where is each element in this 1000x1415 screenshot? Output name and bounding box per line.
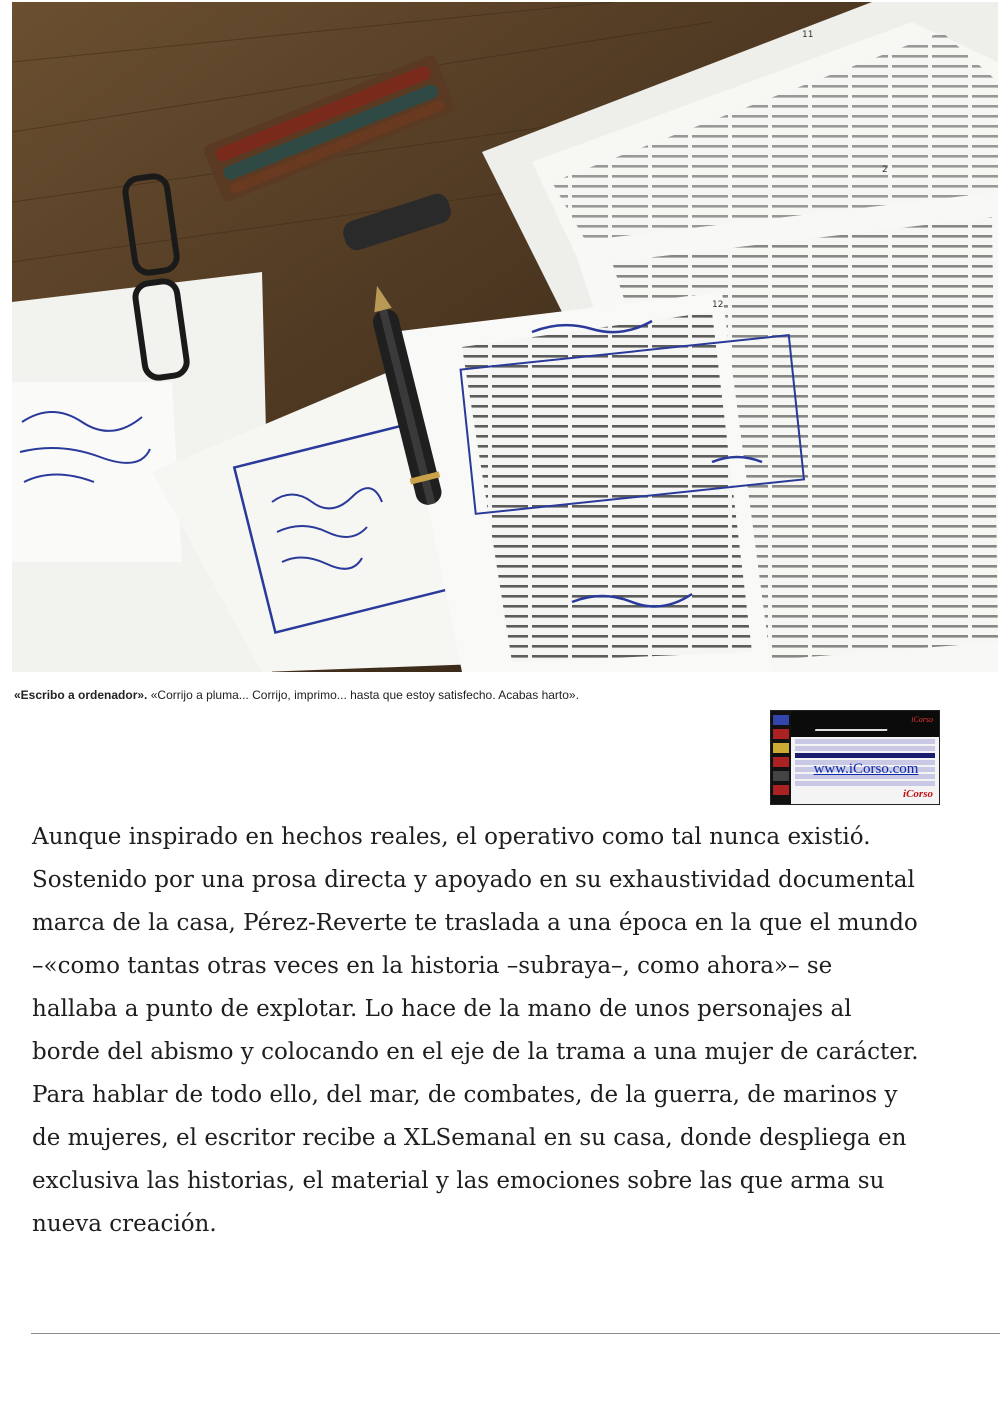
article-line: hallaba a punto de explotar. Lo hace de la mano de unos personajes al xyxy=(32,996,852,1022)
photo-caption xyxy=(14,687,984,703)
article-line: borde del abismo y colocando en el eje de la trama a una mujer de carácter. xyxy=(32,1039,919,1065)
banner-url-link[interactable]: www.iCorso.com xyxy=(813,761,919,777)
article-line: Sostenido por una prosa directa y apoyado en su exhaustividad documental xyxy=(32,867,915,893)
article-body xyxy=(32,816,1000,1246)
caption-text: «Corrijo a pluma... Corrijo, imprimo... hasta que estoy satisfecho. Acabas harto». xyxy=(147,688,579,702)
article-line: marca de la casa, Pérez-Reverte te traslada a una época en la que el mundo xyxy=(32,910,918,936)
banner-signature-logo xyxy=(815,719,891,731)
caption-quote: «Escribo a ordenador». xyxy=(14,688,148,702)
page-number: 11 xyxy=(802,30,814,40)
banner-brand-logo: iCorso xyxy=(911,715,933,724)
article-line: –«como tantas otras veces en la historia –subraya–, como ahora»– se xyxy=(32,953,833,979)
banner-header xyxy=(791,711,939,737)
banner-thumbnail-strip xyxy=(771,711,791,804)
icorso-banner[interactable] xyxy=(770,710,940,805)
desk-manuscript-photo xyxy=(12,2,998,672)
banner-brand: iCorso xyxy=(903,788,933,800)
section-divider xyxy=(31,1333,1000,1334)
article-line: Para hablar de todo ello, del mar, de combates, de la guerra, de marinos y xyxy=(32,1082,898,1108)
article-line: de mujeres, el escritor recibe a XLSemanal en su casa, donde despliega en xyxy=(32,1125,907,1151)
article-line: exclusiva las historias, el material y las emociones sobre las que arma su xyxy=(32,1168,885,1194)
page-number: 12 xyxy=(712,300,724,310)
page-number: 2 xyxy=(882,165,888,175)
article-line: Aunque inspirado en hechos reales, el operativo como tal nunca existió. xyxy=(32,824,871,850)
article-line: nueva creación. xyxy=(32,1211,217,1237)
